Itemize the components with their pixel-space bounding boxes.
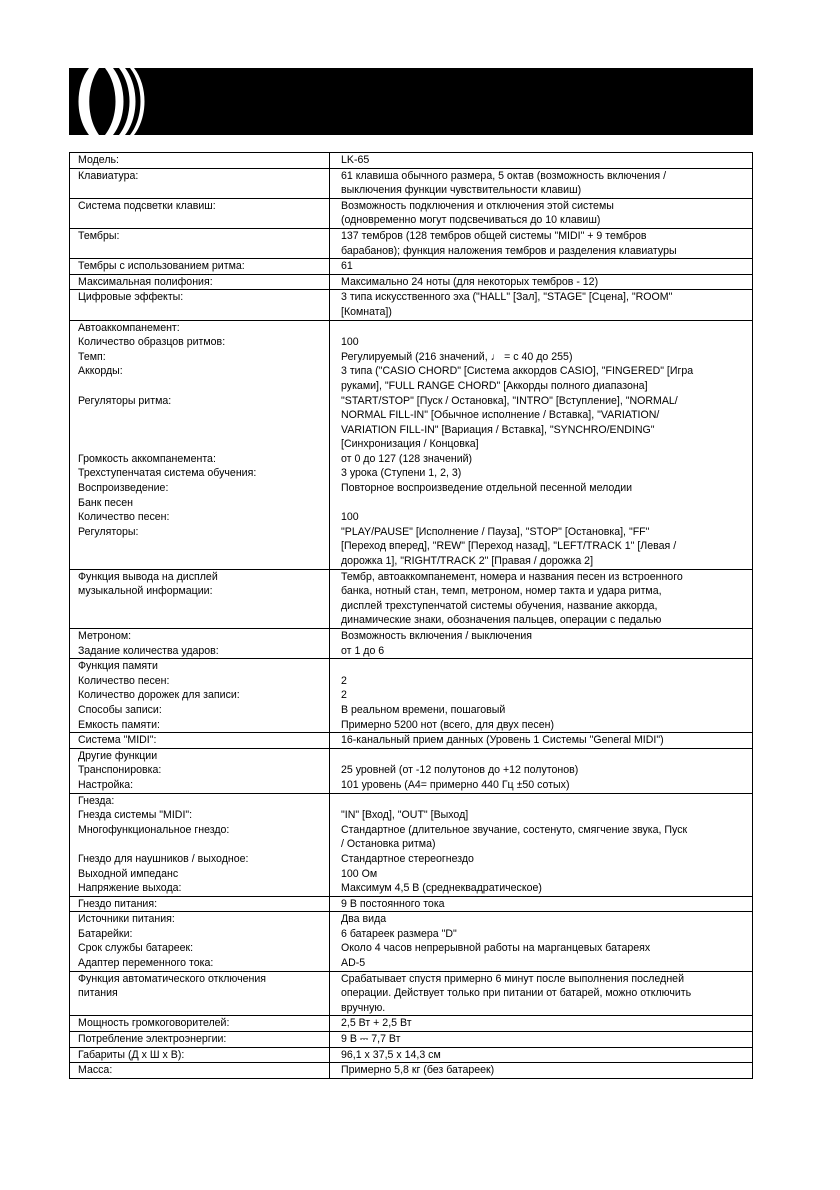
- spec-label-cell: [70, 198, 330, 228]
- spec-value-cell: [330, 629, 753, 659]
- spec-label: Гнезда:: [78, 794, 115, 807]
- spec-value-cell: [330, 1047, 753, 1063]
- spec-value-cell: [330, 659, 753, 733]
- spec-value-cell: [330, 1032, 753, 1048]
- spec-label: Потребление электроэнергии:: [78, 1033, 227, 1046]
- spec-value-cell: [330, 1016, 753, 1032]
- spec-label-cell: [70, 153, 330, 169]
- spec-row: [70, 659, 753, 733]
- spec-label: [78, 437, 329, 452]
- spec-value: (одновременно могут подсвечиваться до 10 клавиш): [341, 214, 601, 227]
- spec-value: [341, 496, 752, 511]
- spec-value: 100 Ом: [341, 867, 378, 880]
- spec-row: [70, 259, 753, 275]
- spec-value: 3 типа ("CASIO CHORD" [Система аккордов CASIO], "FINGERED" [Игра: [341, 365, 694, 378]
- spec-row: [70, 733, 753, 749]
- spec-row: [70, 153, 753, 169]
- spec-label: Клавиатура:: [78, 169, 139, 182]
- spec-value: от 0 до 127 (128 значений): [341, 452, 473, 465]
- spec-label: Выходной импеданс: [78, 867, 179, 880]
- spec-value: [341, 659, 752, 674]
- spec-value: 3 типа искусственного эха ("HALL" [Зал], "STAGE" [Сцена], "ROOM": [341, 291, 673, 304]
- spec-label: Мощность громкоговорителей:: [78, 1017, 230, 1030]
- spec-value-cell: [330, 971, 753, 1016]
- spec-label: Система подсветки клавиш:: [78, 199, 216, 212]
- spec-value-cell: [330, 569, 753, 628]
- spec-row: [70, 912, 753, 971]
- spec-value: 2,5 Вт + 2,5 Вт: [341, 1017, 412, 1030]
- spec-value: дисплей трехступенчатой системы обучения, название аккорда,: [341, 599, 658, 612]
- spec-label: питания: [78, 987, 118, 1000]
- spec-label: Регуляторы:: [78, 525, 139, 538]
- spec-value: Примерно 5,8 кг (без батареек): [341, 1064, 495, 1077]
- spec-label: Адаптер переменного тока:: [78, 957, 214, 970]
- spec-value: "PLAY/PAUSE" [Исполнение / Пауза], "STOP" [Остановка], "FF": [341, 525, 650, 538]
- spec-label-cell: [70, 1016, 330, 1032]
- spec-value: 25 уровней (от -12 полутонов до +12 полутонов): [341, 764, 579, 777]
- spec-value: 9 В постоянного тока: [341, 897, 445, 910]
- spec-label: Количество дорожек для записи:: [78, 689, 240, 702]
- spec-label: Транспонировка:: [78, 764, 162, 777]
- spec-value: динамические знаки, обозначения пальцев, операции с педалью: [341, 614, 662, 627]
- spec-value-cell: [330, 228, 753, 258]
- spec-value: 9 В ⎓ 7,7 Вт: [341, 1033, 401, 1046]
- spec-value: [Комната]): [341, 305, 392, 318]
- bracket-logo-icon: [77, 68, 147, 135]
- spec-value: [341, 321, 752, 336]
- spec-label-cell: [70, 228, 330, 258]
- spec-label: Напряжение выхода:: [78, 882, 182, 895]
- spec-label: Функция памяти: [78, 660, 158, 673]
- spec-value: Тембр, автоаккомпанемент, номера и названия песен из встроенного: [341, 570, 683, 583]
- spec-value: дорожка 1], "RIGHT/TRACK 2" [Правая / дорожка 2]: [341, 555, 594, 568]
- spec-value: Два вида: [341, 913, 387, 926]
- spec-value: Максимум 4,5 В (среднеквадратическое): [341, 882, 542, 895]
- spec-value-cell: [330, 274, 753, 290]
- spec-label-cell: [70, 320, 330, 569]
- spec-value: выключения функции чувствительности клавиш): [341, 184, 582, 197]
- spec-label: Способы записи:: [78, 703, 162, 716]
- spec-value: 2: [341, 674, 347, 687]
- spec-value: [341, 794, 752, 809]
- spec-value-cell: [330, 793, 753, 896]
- spec-label-cell: [70, 793, 330, 896]
- spec-value: Около 4 часов непрерывной работы на марганцевых батареях: [341, 942, 651, 955]
- spec-label: Метроном:: [78, 630, 132, 642]
- spec-value: банка, нотный стан, темп, метроном, номер такта и удара ритма,: [341, 585, 662, 598]
- spec-label: Гнездо для наушников / выходное:: [78, 852, 249, 865]
- spec-label: Цифровые эффекты:: [78, 291, 184, 304]
- spec-value: Максимально 24 ноты (для некоторых тембров - 12): [341, 275, 599, 288]
- spec-label: [78, 837, 329, 852]
- spec-value: 100: [341, 511, 359, 524]
- spec-value: "START/STOP" [Пуск / Остановка], "INTRO" [Вступление], "NORMAL/: [341, 394, 678, 407]
- spec-row: [70, 320, 753, 569]
- spec-row: [70, 274, 753, 290]
- spec-value: барабанов); функция наложения тембров и разделения клавиатуры: [341, 244, 677, 257]
- spec-label: Воспроизведение:: [78, 482, 169, 495]
- spec-label-cell: [70, 1047, 330, 1063]
- spec-value: Стандартное (длительное звучание, состенуто, смягчение звука, Пуск: [341, 823, 688, 836]
- spec-label-cell: [70, 569, 330, 628]
- spec-row: [70, 569, 753, 628]
- spec-value: 100: [341, 336, 359, 349]
- spec-value-cell: [330, 168, 753, 198]
- spec-value: [341, 749, 752, 764]
- spec-row: [70, 168, 753, 198]
- spec-value: руками], "FULL RANGE CHORD" [Аккорды полного диапазона]: [341, 379, 648, 392]
- spec-value: 16-канальный прием данных (Уровень 1 Системы "General MIDI"): [341, 734, 664, 747]
- spec-row: [70, 1032, 753, 1048]
- spec-row: [70, 896, 753, 912]
- spec-label-cell: [70, 259, 330, 275]
- spec-value: AD-5: [341, 957, 366, 970]
- spec-label: Максимальная полифония:: [78, 275, 213, 288]
- spec-label: Емкость памяти:: [78, 718, 160, 731]
- spec-label-cell: [70, 1032, 330, 1048]
- spec-value: вручную.: [341, 1001, 386, 1014]
- spec-label-cell: [70, 274, 330, 290]
- spec-label: Функция вывода на дисплей: [78, 570, 218, 583]
- spec-value: 6 батареек размера "D": [341, 927, 457, 940]
- spec-label: Батарейки:: [78, 927, 133, 940]
- spec-row: [70, 290, 753, 320]
- spec-label: Тембры:: [78, 229, 120, 242]
- spec-label: Громкость аккомпанемента:: [78, 452, 216, 465]
- spec-row: [70, 748, 753, 793]
- spec-value: Возможность подключения и отключения этой системы: [341, 199, 614, 212]
- spec-label: Количество песен:: [78, 511, 170, 524]
- spec-value: 101 уровень (A4= примерно 440 Гц ±50 сотых): [341, 778, 570, 791]
- spec-row: [70, 793, 753, 896]
- spec-value-cell: [330, 733, 753, 749]
- spec-label: [78, 408, 329, 423]
- spec-value-cell: [330, 153, 753, 169]
- spec-value: Повторное воспроизведение отдельной песенной мелодии: [341, 482, 633, 495]
- spec-row: [70, 1063, 753, 1079]
- header-bar: [69, 68, 753, 135]
- spec-value-cell: [330, 320, 753, 569]
- spec-row: [70, 1016, 753, 1032]
- spec-label-cell: [70, 971, 330, 1016]
- spec-value-cell: [330, 748, 753, 793]
- spec-label-cell: [70, 659, 330, 733]
- spec-label: [78, 379, 329, 394]
- spec-value: "IN" [Вход], "OUT" [Выход]: [341, 809, 469, 822]
- spec-value: [Синхронизация / Концовка]: [341, 438, 479, 451]
- spec-value: / Остановка ритма): [341, 838, 436, 851]
- spec-value-cell: [330, 1063, 753, 1079]
- spec-label: Банк песен: [78, 496, 133, 509]
- spec-label-cell: [70, 748, 330, 793]
- spec-label: Гнездо питания:: [78, 897, 158, 910]
- spec-row: [70, 629, 753, 659]
- spec-row: [70, 198, 753, 228]
- spec-value: 3 урока (Ступени 1, 2, 3): [341, 467, 462, 480]
- spec-value: NORMAL FILL-IN" [Обычное исполнение / Вставка], "VARIATION/: [341, 409, 660, 422]
- spec-label: Аккорды:: [78, 365, 123, 378]
- spec-label-cell: [70, 629, 330, 659]
- spec-label-cell: [70, 912, 330, 971]
- spec-value: В реальном времени, пошаговый: [341, 703, 506, 716]
- spec-label: Темп:: [78, 350, 106, 363]
- spec-label: Масса:: [78, 1064, 113, 1077]
- spec-value: Примерно 5200 нот (всего, для двух песен): [341, 718, 554, 731]
- spec-label: Автоаккомпанемент:: [78, 321, 180, 334]
- spec-label: Тембры с использованием ритма:: [78, 260, 245, 273]
- specifications-table: [69, 152, 753, 1079]
- spec-value: 61 клавиша обычного размера, 5 октав (возможность включения /: [341, 169, 667, 182]
- spec-value: 137 тембров (128 тембров общей системы "MIDI" + 9 тембров: [341, 229, 647, 242]
- spec-label: Система "MIDI":: [78, 734, 157, 747]
- spec-value: Регулируемый (216 значений, ♩ = с 40 до 255): [341, 350, 573, 363]
- spec-label: Модель:: [78, 154, 119, 166]
- spec-value-cell: [330, 896, 753, 912]
- spec-label-cell: [70, 290, 330, 320]
- spec-label-cell: [70, 733, 330, 749]
- spec-value: [Переход вперед], "REW" [Переход назад], "LEFT/TRACK 1" [Левая /: [341, 540, 677, 553]
- spec-value: LK-65: [341, 154, 370, 166]
- spec-label: [78, 423, 329, 438]
- spec-label: Трехступенчатая система обучения:: [78, 467, 257, 480]
- spec-label: Источники питания:: [78, 913, 175, 926]
- spec-value: Стандартное стереогнездо: [341, 852, 474, 865]
- spec-label: Количество образцов ритмов:: [78, 336, 226, 349]
- spec-label: Настройка:: [78, 778, 134, 791]
- spec-value-cell: [330, 259, 753, 275]
- spec-value-cell: [330, 290, 753, 320]
- spec-label: Гнезда системы "MIDI":: [78, 809, 193, 822]
- spec-label-cell: [70, 1063, 330, 1079]
- spec-value: Возможность включения / выключения: [341, 630, 533, 642]
- spec-value: VARIATION FILL-IN" [Вариация / Вставка], "SYNCHRO/ENDING": [341, 423, 655, 436]
- spec-label: Функция автоматического отключения: [78, 972, 267, 985]
- spec-label-cell: [70, 896, 330, 912]
- spec-row: [70, 1047, 753, 1063]
- spec-label: Другие функции: [78, 749, 158, 762]
- spec-value: Срабатывает спустя примерно 6 минут после выполнения последней: [341, 972, 684, 985]
- spec-label: Габариты (Д x Ш x В):: [78, 1048, 185, 1061]
- spec-value: от 1 до 6: [341, 644, 385, 657]
- spec-label: Многофункциональное гнездо:: [78, 823, 230, 836]
- spec-value-cell: [330, 912, 753, 971]
- spec-label: Количество песен:: [78, 674, 170, 687]
- spec-label: музыкальной информации:: [78, 585, 213, 598]
- spec-value: 2: [341, 689, 347, 702]
- spec-value: 96,1 x 37,5 x 14,3 см: [341, 1048, 441, 1061]
- spec-label: Задание количества ударов:: [78, 644, 219, 657]
- spec-label: Регуляторы ритма:: [78, 394, 172, 407]
- spec-value: операции. Действует только при питании от батарей, можно отключить: [341, 987, 692, 1000]
- spec-value-cell: [330, 198, 753, 228]
- spec-row: [70, 971, 753, 1016]
- spec-value: 61: [341, 260, 353, 273]
- spec-label-cell: [70, 168, 330, 198]
- spec-label: Срок службы батареек:: [78, 942, 194, 955]
- spec-row: [70, 228, 753, 258]
